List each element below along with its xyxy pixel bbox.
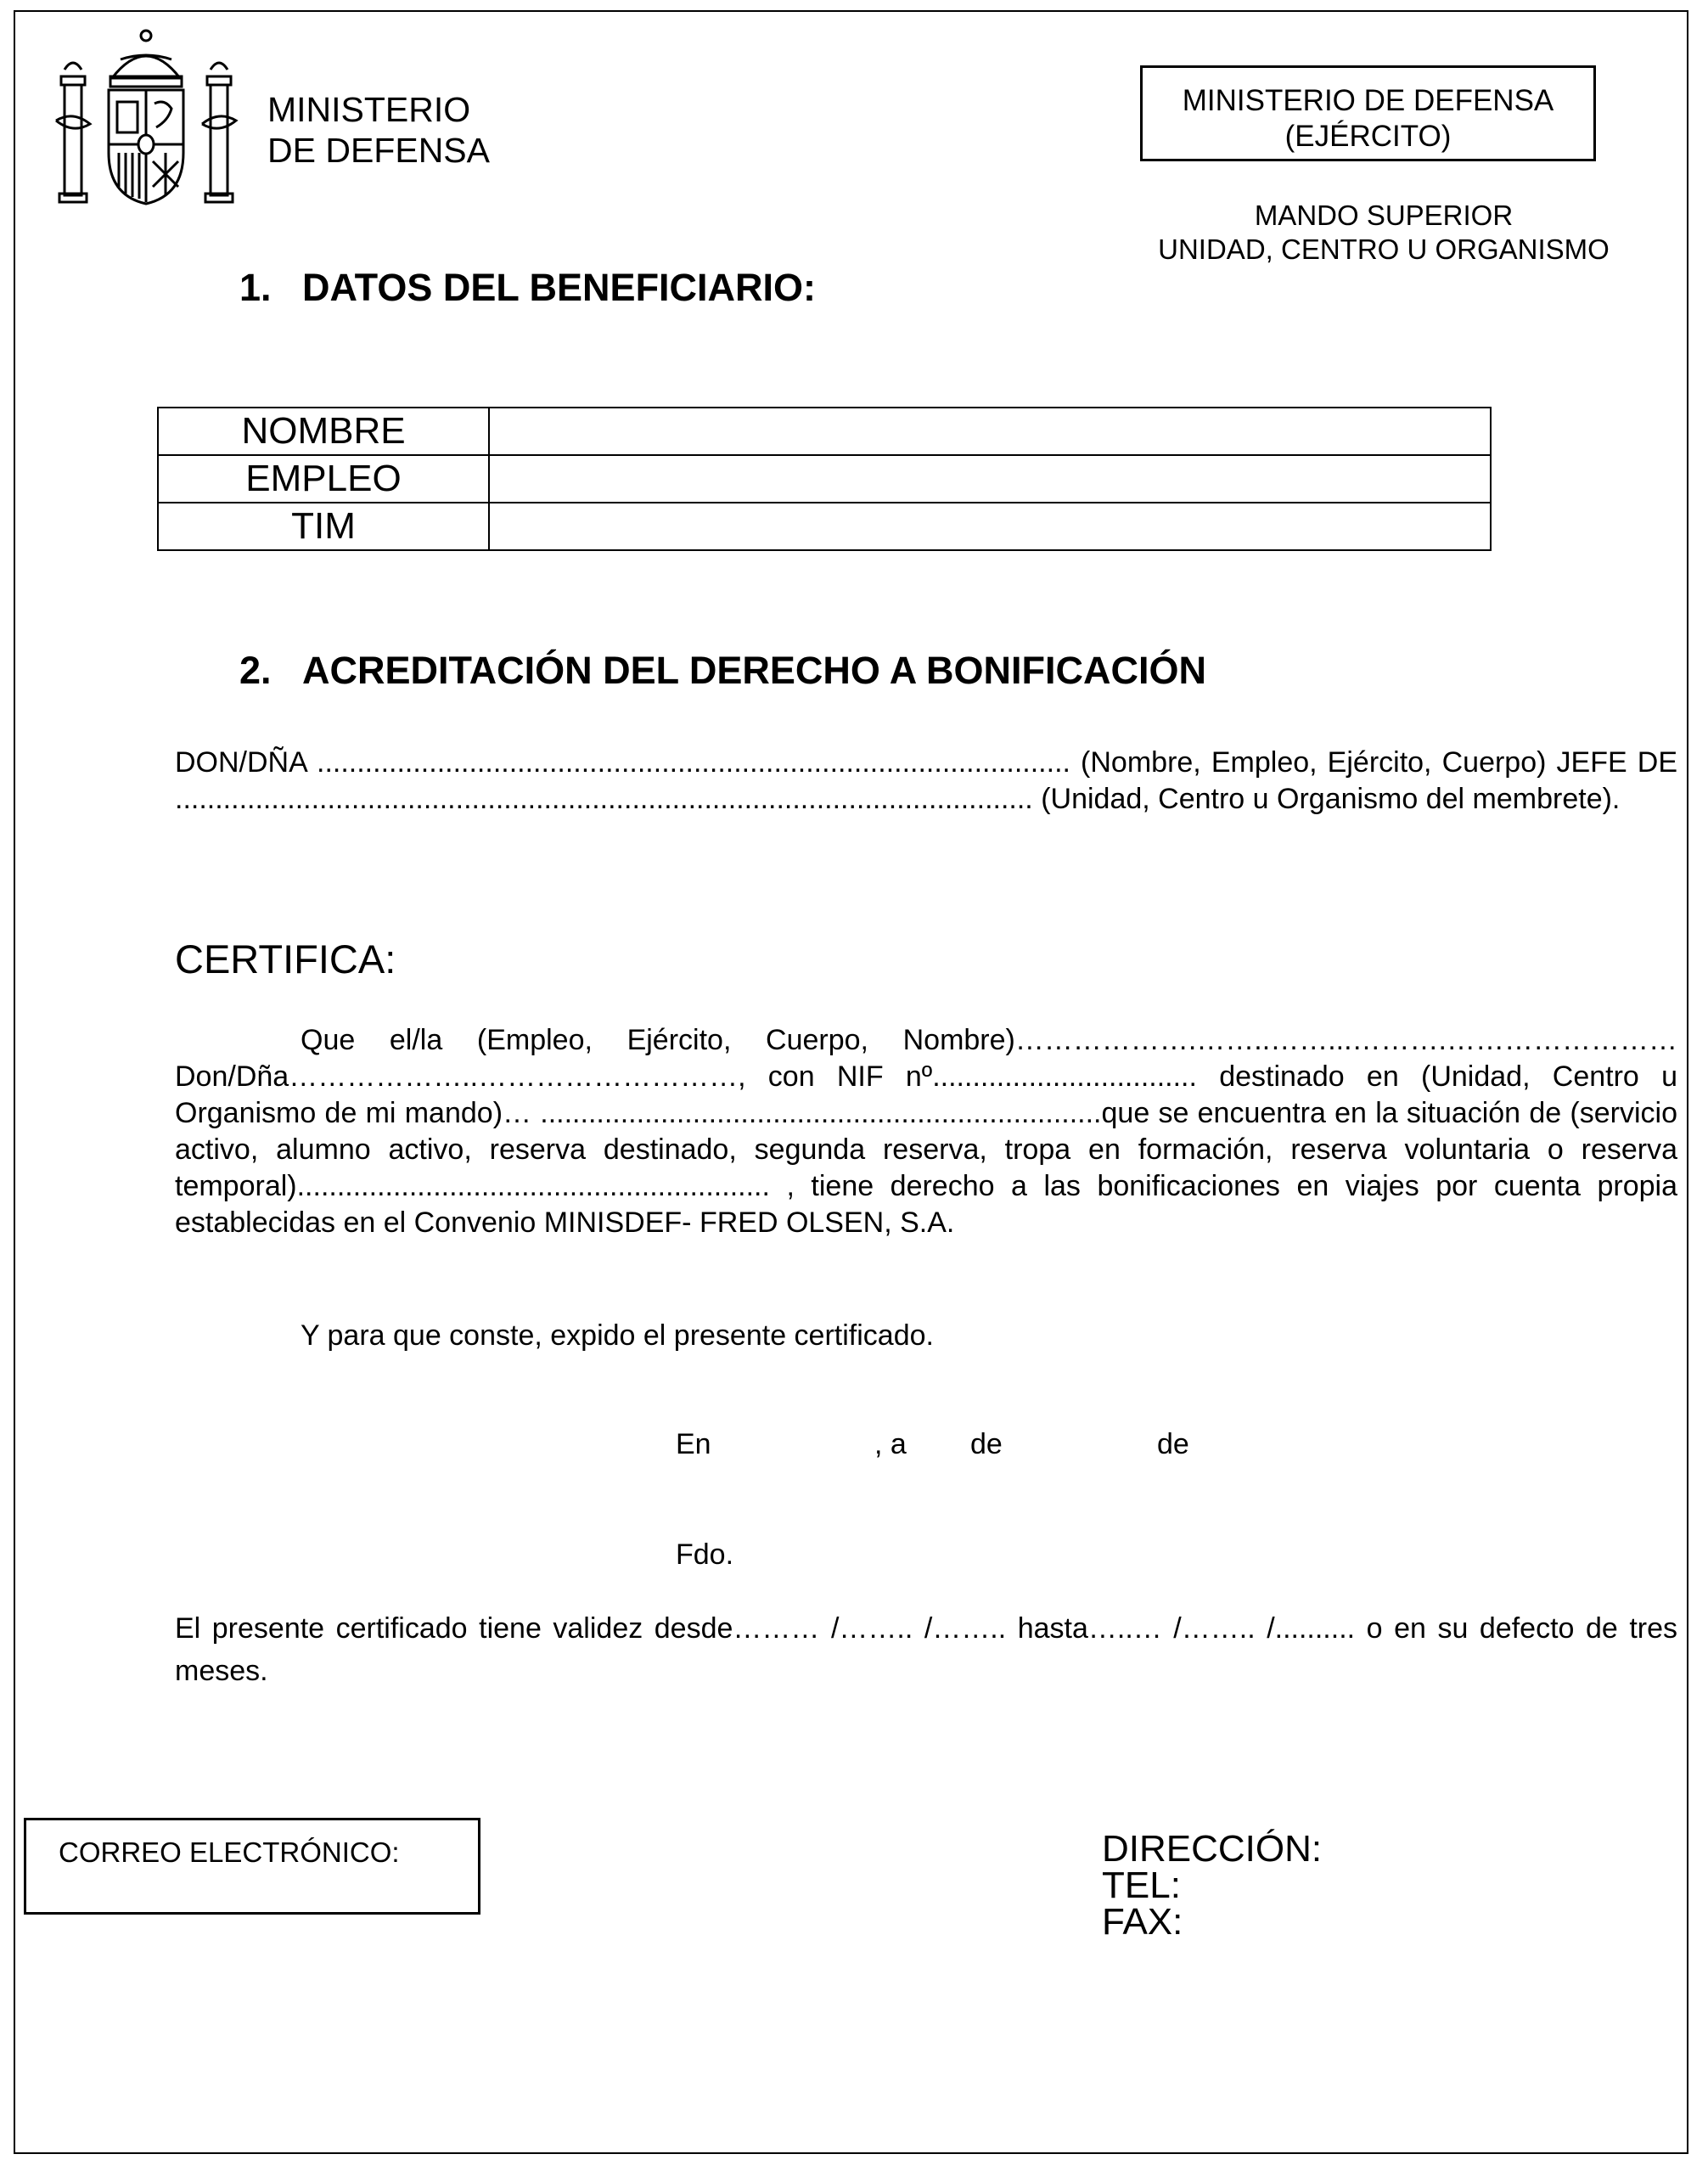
header-box-line-2: (EJÉRCITO) [1284, 120, 1452, 153]
section-2-number: 2. [239, 649, 272, 692]
section-2-heading [239, 649, 1206, 693]
section-1-number: 1. [239, 266, 272, 309]
signature-fdo: Fdo. [676, 1538, 734, 1571]
tel-label: TEL: [1102, 1864, 1181, 1906]
fecha-a: , a [874, 1428, 907, 1460]
coat-of-arms-logo [53, 25, 239, 221]
certification-paragraph [175, 1022, 1677, 1241]
conste-line: Y para que conste, expido el presente certificado. [301, 1319, 934, 1352]
mando-superior-block [1104, 199, 1664, 267]
nombre-field[interactable] [489, 408, 1491, 455]
jefe-paragraph: DON/DÑA .............................................................................................. (Nombre, Empleo, Ejército, Cuerpo) JEFE DE ........................................................................................................... (Unidad, Centro u Organismo del membrete). [175, 746, 1677, 815]
ministry-line-2: DE DEFENSA [267, 131, 490, 170]
email-label: CORREO ELECTRÓNICO: [59, 1836, 400, 1868]
fecha-en: En [676, 1428, 711, 1460]
validity-paragraph: El presente certificado tiene validez desde……… /…….. /…….. hasta…..… /…….. /.......... o en su defecto de tres meses. [175, 1612, 1677, 1687]
fecha-de-1: de [970, 1428, 1003, 1460]
empleo-label: EMPLEO [158, 455, 489, 503]
ministry-name [267, 89, 490, 171]
email-box [24, 1818, 480, 1915]
section-1-heading [239, 266, 816, 310]
tim-field[interactable] [489, 503, 1491, 550]
table-row [158, 455, 1491, 503]
section-1-title: DATOS DEL BENEFICIARIO: [302, 266, 817, 309]
beneficiary-table [157, 407, 1492, 551]
contact-block [1102, 1828, 1323, 1943]
fecha-de-2: de [1157, 1428, 1189, 1460]
nombre-label: NOMBRE [158, 408, 489, 455]
mando-line-1: MANDO SUPERIOR [1254, 200, 1514, 231]
table-row [158, 503, 1491, 550]
address-label: DIRECCIÓN: [1102, 1828, 1323, 1870]
table-row [158, 408, 1491, 455]
certification-text: Que el/la (Empleo, Ejército, Cuerpo, Nombre)……………….……..……...……….……………………Don/Dña………………..………………………, con NIF nº................................. destinado en (Unidad, Centro u Organismo de mi mando)… ......................................................................que se encuentra en la situación de (servicio activo, alumno activo, reserva destinado, segunda reserva, tropa en formación, reserva voluntaria o reserva temporal)........................................................... , tiene derecho a las bonificaciones en viajes por cuenta propia establecidas en el Convenio MINISDEF- FRED OLSEN, S.A. [175, 1024, 1677, 1239]
tim-label: TIM [158, 503, 489, 550]
certifica-heading: CERTIFICA: [175, 936, 396, 981]
section-2-title: ACREDITACIÓN DEL DERECHO A BONIFICACIÓN [302, 649, 1207, 692]
fax-label: FAX: [1102, 1901, 1183, 1943]
mando-line-2: UNIDAD, CENTRO U ORGANISMO [1158, 233, 1610, 265]
ministry-line-1: MINISTERIO [267, 90, 471, 129]
empleo-field[interactable] [489, 455, 1491, 503]
ministry-header-box [1140, 65, 1596, 161]
header-box-line-1: MINISTERIO DE DEFENSA [1182, 84, 1554, 117]
